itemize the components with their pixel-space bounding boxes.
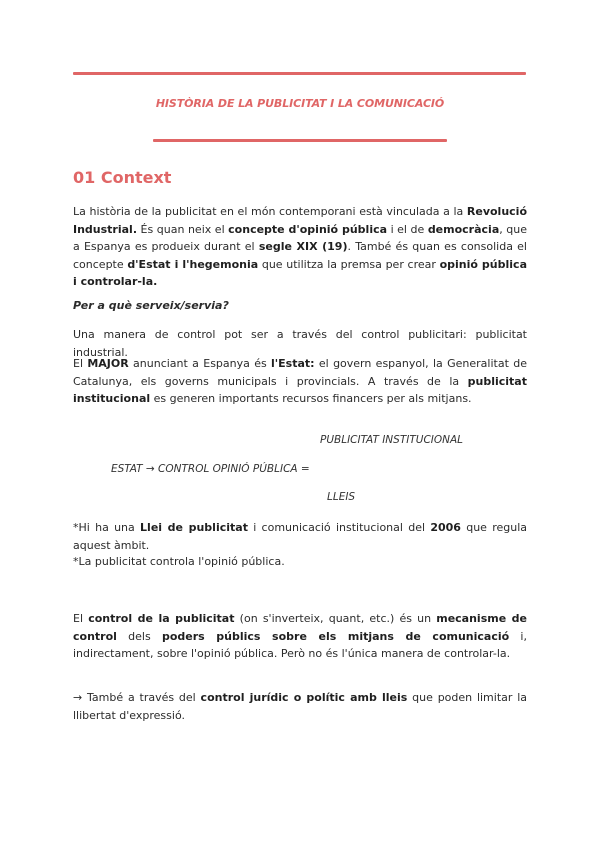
- note-public-opinion: *La publicitat controla l'opinió pública.: [73, 555, 285, 568]
- paragraph-major-advertiser: El MAJOR anunciant a Espanya és l'Estat: el govern espanyol, la Generalitat de Catalunya, els governs municipals i provincials. A través de la publicitat institucional es generen importants recursos financers per als mitjans.: [73, 357, 527, 405]
- top-divider: [73, 72, 526, 75]
- formula-left: ESTAT → CONTROL OPINIÓ PÚBLICA =: [111, 463, 310, 475]
- section-heading: 01 Context: [73, 168, 172, 187]
- question-heading: Per a què serveix/servia?: [73, 299, 229, 312]
- document-title: HISTÒRIA DE LA PUBLICITAT I LA COMUNICACIÓ: [155, 97, 445, 110]
- paragraph-control: Una manera de control pot ser a través del control publicitari: publicitat industrial.: [73, 328, 527, 359]
- paragraph-control-publicity: El control de la publicitat (on s'inverteix, quant, etc.) és un mecanisme de control dels poders públics sobre els mitjans de comunicació i, indirectament, sobre l'opinió pública. Però no és l'única manera de controlar-la.: [73, 612, 528, 660]
- formula-top: PUBLICITAT INSTITUCIONAL: [320, 434, 464, 446]
- paragraph-context: La història de la publicitat en el món contemporani està vinculada a la Revolució Industrial. És quan neix el concepte d'opinió pública i el de democràcia, que a Espanya es produeix durant el segle XIX (19). També és quan es consolida el concepte d'Estat i l'hegemonia que utilitza la premsa per crear opinió pública i controlar-la.: [73, 205, 527, 288]
- formula-bottom: LLEIS: [327, 491, 356, 503]
- title-underline: [153, 139, 447, 142]
- paragraph-legal-control: → També a través del control jurídic o polític amb lleis que poden limitar la llibertat d'expressió.: [73, 691, 528, 722]
- note-law: *Hi ha una Llei de publicitat i comunicació institucional del 2006 que regula aquest àmbit.: [73, 521, 528, 552]
